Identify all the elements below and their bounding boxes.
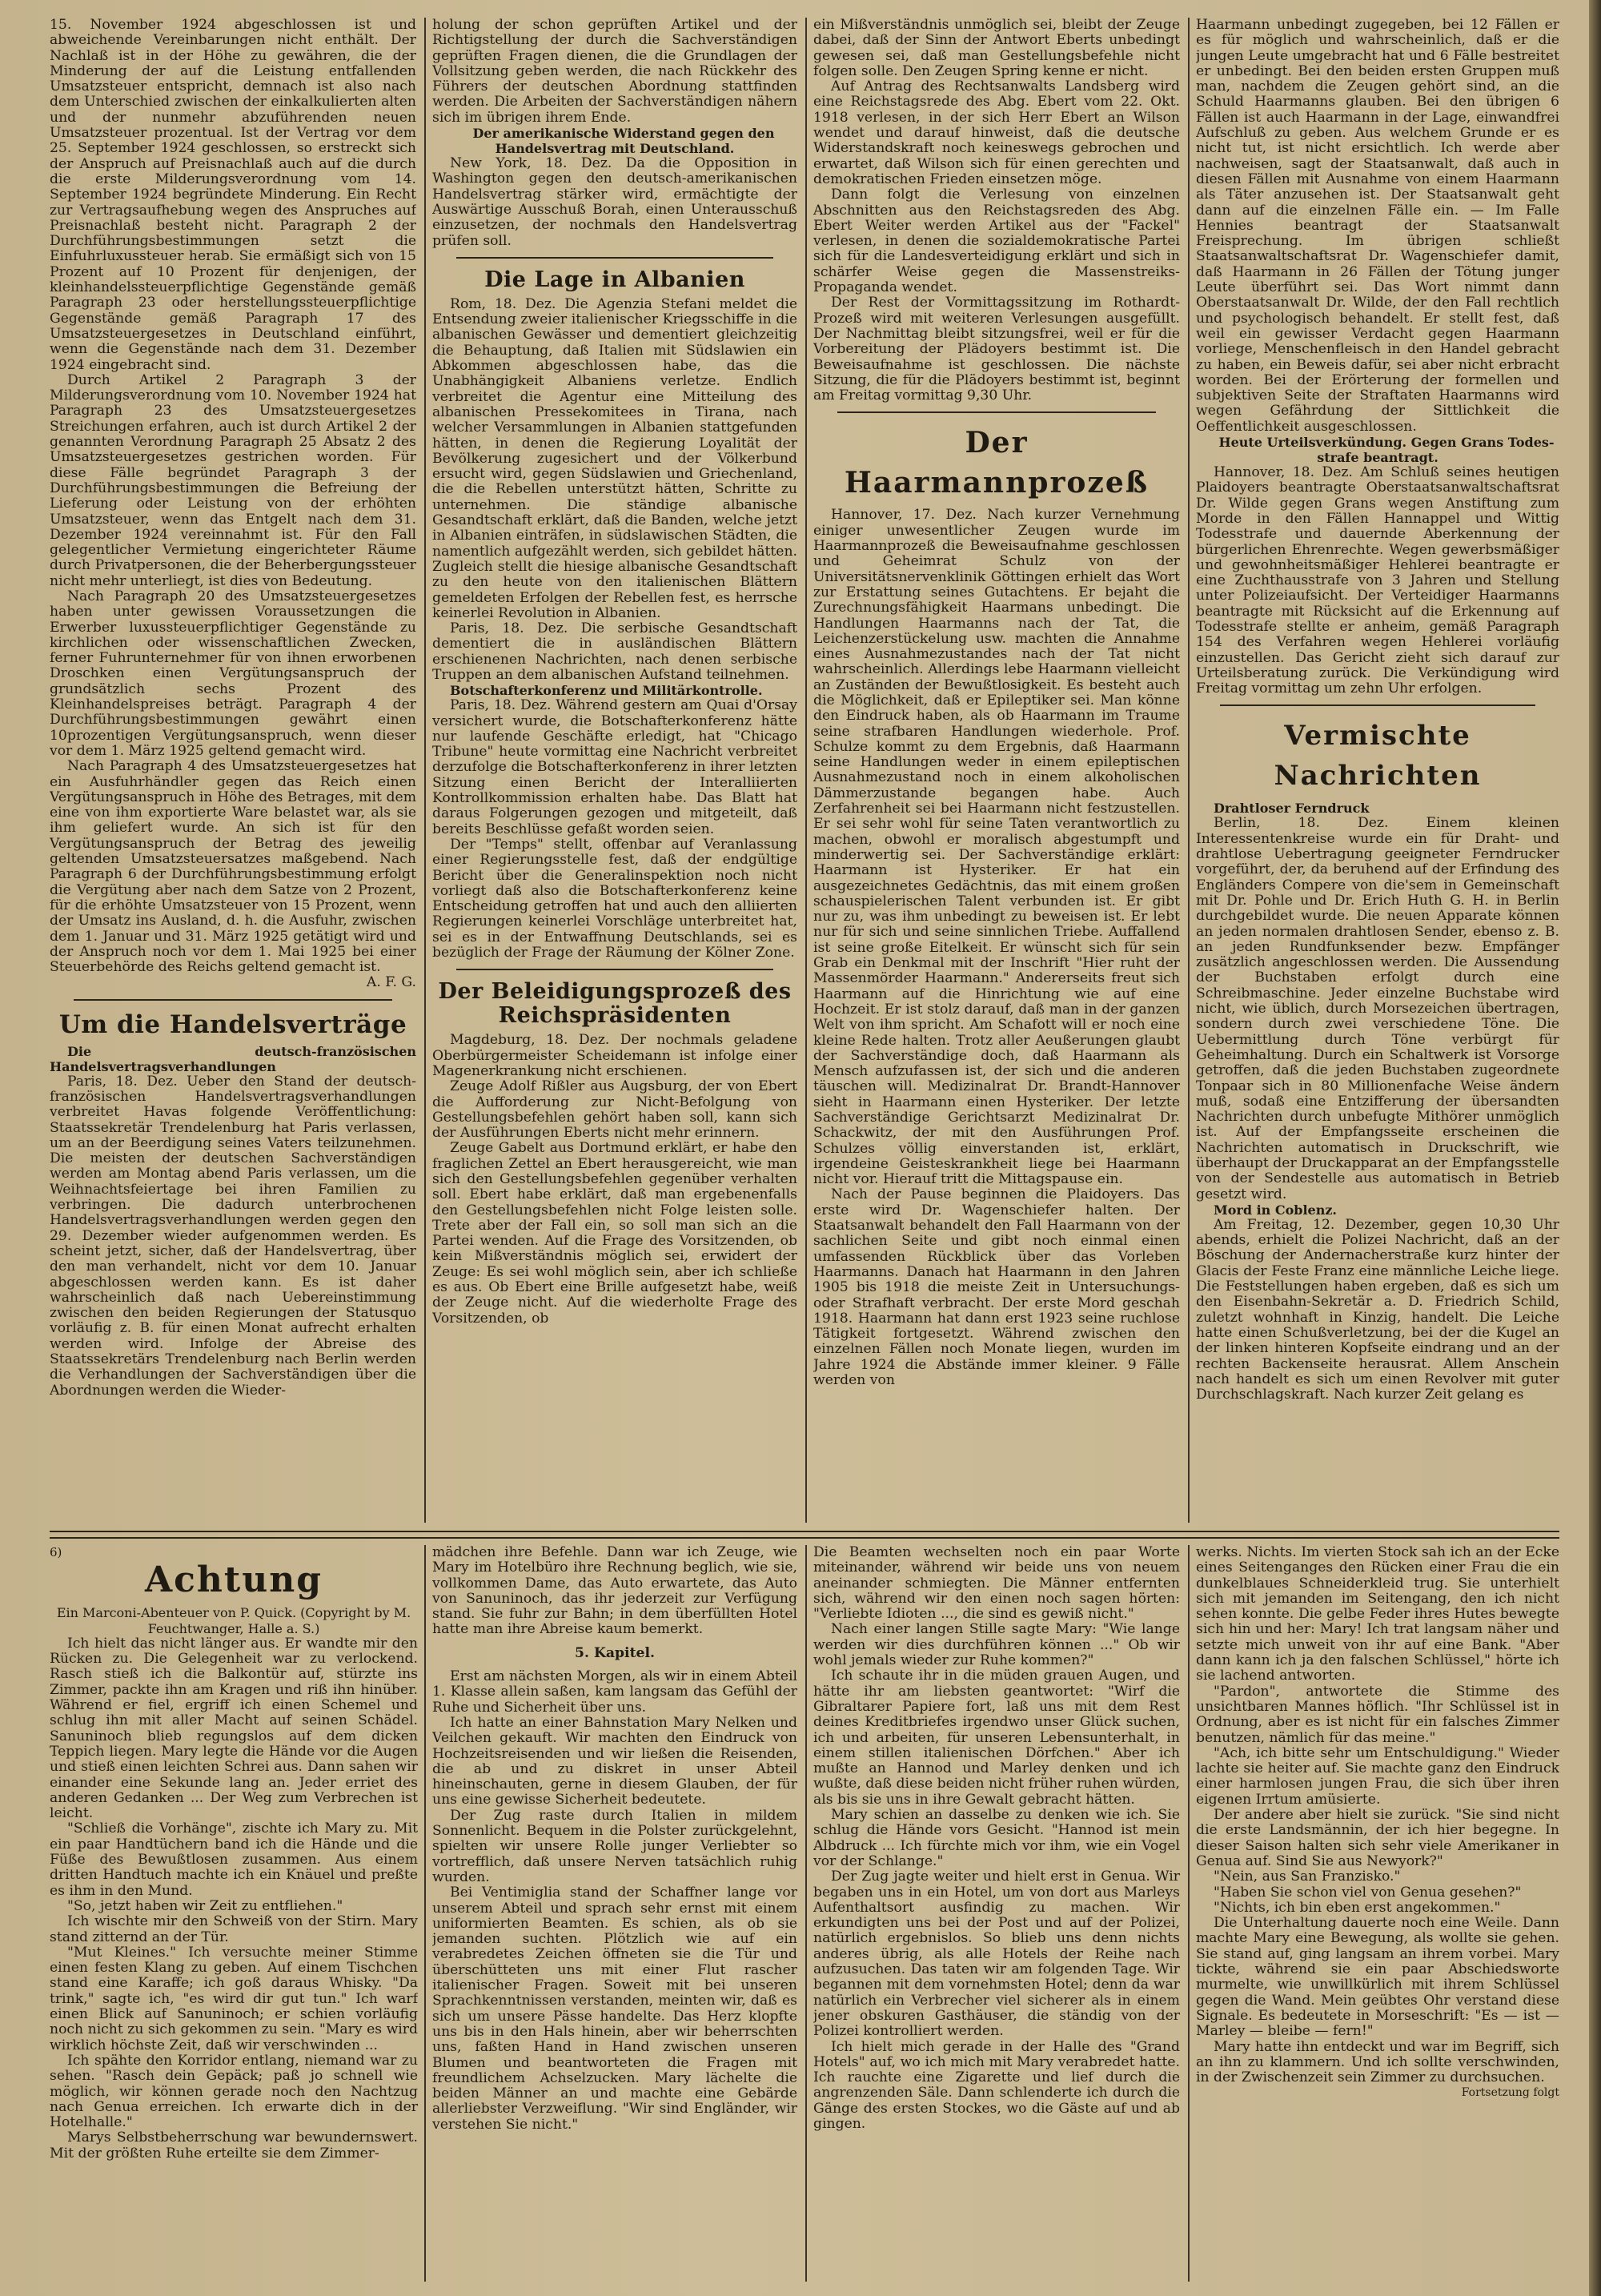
page-edge-shadow bbox=[1589, 0, 1601, 2296]
serial-col4-para3: "Ach, ich bitte sehr um Entschuldigung." Wieder lachte sie heiter auf. Sie machte ganz den Eindruck einer harmlosen jungen Frau, die sich über ihren eigenen Irrtum amüsierte. bbox=[1196, 1744, 1559, 1808]
serial-col4-para6: "Haben Sie schon viel von Genua gesehen?" bbox=[1214, 1884, 1522, 1901]
serial-col1-para3: "So, jetzt haben wir Zeit zu entfliehen." bbox=[67, 1897, 343, 1914]
col3-para1: ein Mißverständnis unmöglich sei, bleibt der Zeuge dabei, daß der Sinn der Antwort Eberts unbedingt gewesen sei, daß man Gestellungsbefehle nicht folgen solle. Den Zeugen Spring kenne er nicht. bbox=[813, 18, 1180, 79]
headline-albanien: Die Lage in Albanien bbox=[484, 267, 745, 292]
col1-signature: A. F. G. bbox=[366, 974, 416, 991]
serial-col1-para7: Marys Selbstbeherrschung war bewundernswert. Mit der größten Ruhe erteilte sie dem Zimmer- bbox=[50, 2129, 418, 2162]
serial-col4-para8: Die Unterhaltung dauerte noch eine Weile. Dann machte Mary eine Bewegung, als wollte sie gehen. Sie stand auf, ging langsam an ihrem vorbei. Mary tickte, während sie ein paar Abschiedsworte murmelte, wie unwillkürlich mit ihrem Schlüssel gegen die Wand. Mein geübtes Ohr verstand diese Signale. Es bedeutete in Morseschrift: "Es — ist — Marley — bleibe — fern!" bbox=[1196, 1915, 1559, 2040]
col2-para7: Magdeburg, 18. Dez. Der nochmals geladene Oberbürgermeister Scheidemann ist infolge einer Magenerkrankung nicht erschienen. bbox=[432, 1032, 797, 1079]
serial-column-2 bbox=[432, 1545, 797, 2282]
serial-col1-para5: "Mut Kleines." Ich versuchte meiner Stimme einen festen Klang zu geben. Auf einem Tischchen stand eine Karaffe; ich goß daraus Whisky. "Da trink," sagte ich, "es wird dir gut tun." Ich warf einen Blick auf Sanuninoch; er schien vorläufig noch nicht zu sich gekommen zu sein. "Mary es wird wirklich höchste Zeit, daß wir verschwinden ... bbox=[50, 1944, 418, 2053]
headline-beleidigungsprozess: Der Beleidigungsprozeß des Reichspräsidenten bbox=[438, 979, 792, 1029]
headline-haarmannprozess: Der Haarmannprozeß bbox=[844, 426, 1150, 500]
col3-para5: Hannover, 17. Dez. Nach kurzer Vernehmung einiger unwesentlicher Zeugen wurde im Haarmannprozeß die Beweisaufnahme geschlossen und Geheimrat Schulz von der Universitätsnervenklinik Göttingen erhielt das Wort zur Erstattung seines Gutachtens. Er bejaht die Zurechnungsfähigkeit Haarmans unbedingt. Die Handlungen Haarmanns nach der Tat, die Leichenzerstückelung usw. machten die Annahme eines Ausnahmezustandes nach der Tat nicht wahrscheinlich. Allerdings lebe Haarmann vielleicht an Zuständen der Bewußtlosigkeit. Es besteht auch die Möglichkeit, daß er Epileptiker sei. Man könne den Eindruck haben, als ob Haarmann im Traume seine strafbaren Handlungen wiederhole. Prof. Schulze kommt zu dem Ergebnis, daß Haarmann seine Handlungen weder in einem epileptischen Ausnahmezustand noch in einem alkoholischen Dämmerzustande begangen habe. Auch Zerfahrenheit sei bei Haarmann nicht festzustellen. Er sei sehr wohl für seine Taten verantwortlich zu machen, obwohl er moralisch abgestumpft und minderwertig sei. Der Sachverständige erklärt: Haarmann ist Hysteriker. Er hat ein ausgezeichnetes Gedächtnis, das mit einem großen schauspielerischen Talent verbunden ist. Er gibt nur zu, was ihm unbedingt zu beweisen ist. Er lebt nur für sich und seine sinnlichen Triebe. Auffallend ist seine große Eitelkeit. Er wünscht sich für sein Grab ein Denkmal mit der Inschrift "Hier ruht der Massenmörder Haarmann." Andererseits freut sich Haarmann auf die Hinrichtung wie auf eine Hochzeit. Er ist stolz darauf, daß man in der ganzen Welt von ihm spricht. Am Schafott will er noch eine kleine Rede halten. Trotz aller Aeußerungen glaubt der Sachverständige doch, daß Haarmann als Mensch aufzufassen ist, der sich und die anderen täuschen will. Medizinalrat Dr. Brandt-Hannover sieht in Haarmann einen Hysteriker. Der letzte Sachverständige Gerichtsarzt Medizinalrat Dr. Schackwitz, der mit den Ausführungen Prof. Schulzes völlig einverstanden ist, erklärt, irgendeine Geisteskrankheit liege bei Haarmann nicht vor. Hierauf tritt die Mittagspause ein. bbox=[813, 507, 1180, 1188]
col1-para5: Paris, 18. Dez. Ueber den Stand der deutsch-französischen Handelsvertragsverhandlungen verbreitet Havas folgende Veröffentlichung: Staatssekretär Trendelenburg hat Paris verlassen, um an der Beerdigung seines Vaters teilzunehmen. Die meisten der deutschen Sachverständigen werden am Montag abend Paris verlassen, um die Weihnachtsfeiertage bei ihren Familien zu verbringen. Die dadurch unterbrochenen Handelsvertragsverhandlungen werden gegen den 29. Dezember wieder aufgenommen werden. Es scheint jetzt, sicher, daß der Handelsvertrag, über den man verhandelt, nicht vor dem 10. Januar abgeschlossen werden kann. Es ist daher wahrscheinlich daß nach Uebereinstimmung zwischen den beiden Regierungen der Statusquo vorläufig z. B. für einen Monat aufrecht erhalten werden wird. Infolge der Abreise des Staatssekretärs Trendelenburg nach Berlin werden die Verhandlungen der Sachverständigen über die Abordnungen werden die Wieder- bbox=[50, 1073, 416, 1399]
top-column-3 bbox=[813, 18, 1180, 1523]
col2-para3: Rom, 18. Dez. Die Agenzia Stefani meldet die Entsendung zweier italienischer Kriegsschiffe in die albanischen Gewässer und dementiert gleichzeitig die Behauptung, daß Italien mit Südslawien ein Abkommen abgeschlossen habe, das die Unabhängigkeit Albaniens verletze. Endlich verbreitet die Agentur eine Mitteilung des albanischen Pressekomitees in Tirana, nach welcher Versammlungen in Albanien stattgefunden hätten, in denen die Regierung Loyalität der Bevölkerung zugesichert und der Völkerbund ersucht wird, gegen Südslawien und Griechenland, die die Rebellen unterstützt hätten, Schritte zu unternehmen. Die ständige albanische Gesandtschaft erklärt, daß die Banden, welche jetzt in Albanien einträfen, in südslawischen Städten, die namentlich aufgezählt werden, sich gebildet hätten. Zugleich stellt die hiesige albanische Gesandtschaft zu den heute von den italienischen Blättern gemeldeten Erfolgen der Rebellen fest, es herrsche keinerlei Revolution in Albanien. bbox=[432, 295, 797, 621]
serial-col4-para9: Mary hatte ihn entdeckt und war im Begriff, sich an ihn zu klammern. Und ich sollte verschwinden, in der Zwischenzeit sein Zimmer zu durchsuchen. bbox=[1196, 2038, 1559, 2086]
col2-para9: Zeuge Gabelt aus Dortmund erklärt, er habe den fraglichen Zettel an Ebert herausgereicht, wie man sich den Gestellungsbefehlen gegenüber verhalten soll. Ebert habe erklärt, daß man ergebenenfalls den Gestellungsbefehlen nicht Folge leisten solle. Trete aber der Fall ein, so soll man sich an die Partei wenden. Auf die Frage des Vorsitzenden, ob kein Mißverständnis möglich sei, erwidert der Zeuge: Es sei wohl möglich sein, aber ich schließe es aus. Ob Ebert eine Brille aufgesetzt habe, weiß der Zeuge nicht. Auf die wiederholte Frage des Vorsitzenden, ob bbox=[432, 1140, 797, 1327]
serial-column-3 bbox=[813, 1545, 1180, 2282]
sub-deutsch-franzoesisch: Die deutsch-französischen Handelsvertragsverhandlungen bbox=[50, 1043, 416, 1074]
headline-handelsvertraege: Um die Handelsverträge bbox=[58, 1010, 407, 1039]
top-column-4 bbox=[1196, 18, 1559, 1523]
sub-urteilsverkuendung: Heute Urteilsverkündung. Gegen Grans Todes-strafe beantragt. bbox=[1218, 435, 1555, 466]
serial-col4-para2: "Pardon", antwortete die Stimme des unsichtbaren Mannes höflich. "Ihr Schlüssel ist in Ordnung, aber es ist nicht für ein falsches Zimmer benutzen, nämlich für das meine." bbox=[1196, 1683, 1559, 1746]
serial-col3-para5: Der Zug jagte weiter und hielt erst in Genua. Wir begaben uns in ein Hotel, um von dort aus Marleys Aufenthaltsort ausfindig zu machen. Wir erkundigten uns bei der Post und auf der Polizei, natürlich ergebnislos. So blieb uns denn nichts anderes übrig, als alle Hotels der Reihe nach aufzusuchen. Das taten wir am folgenden Tage. Wir begannen mit dem vornehmsten Hotel; denn da war natürlich ein Verbrecher viel sicherer als in einem jener obskuren Gasthäuser, die ständig von der Polizei kontrolliert werden. bbox=[813, 1869, 1180, 2040]
serial-divider-3 bbox=[1188, 1545, 1190, 2282]
col1-para2: Durch Artikel 2 Paragraph 3 der Milderungsverordnung vom 10. November 1924 hat Paragraph 23 des Umsatzsteuergesetzes Streichungen erfahren, auch ist durch Artikel 2 der genannten Verordnung Paragraph 25 Absatz 2 des Umsatzsteuergesetzes gestrichen worden. Für diese Fälle begründet Paragraph 3 der Durchführungsbestimmungen die Befreiung der Lieferung oder Leistung von der erhöhten Umsatzsteuer, wenn das Entgelt nach dem 31. Dezember 1924 vereinnahmt ist. Für den Fall gelegentlicher Vermietung eingerichteter Räume durch Privatpersonen, die der Beherbergungssteuer nicht mehr unterliegt, ist dies von Bedeutung. bbox=[50, 371, 416, 589]
serial-col2-para1: mädchen ihre Befehle. Dann war ich Zeuge, wie Mary im Hotelbüro ihre Rechnung beglich, wie sie, vollkommen Dame, das Auto erwartete, das Auto von Sanuninoch, das ihr jederzeit zur Verfügung stand. Sie fuhr zur Bahn; in dem überfüllten Hotel hatte man ihre Abreise kaum bemerkt. bbox=[432, 1545, 797, 1638]
top-column-2 bbox=[432, 18, 797, 1523]
serial-number: 6) bbox=[50, 1545, 62, 1559]
col3-para4: Der Rest der Vormittagssitzung im Rothardt-Prozeß wird mit weiteren Verlesungen ausgefüllt. Der Nachmittag bleibt sitzungsfrei, weil er für die Vorbereitung der Plädoyers bestimmt ist. Die Beweisaufnahme ist geschlossen. Die nächste Sitzung, die für die Plädoyers bestimmt ist, beginnt am Freitag vormittag 9,30 Uhr. bbox=[813, 295, 1180, 404]
col2-para2: New York, 18. Dez. Da die Opposition in Washington gegen den deutsch-amerikanischen Handelsvertrag stärker wird, ermächtigte der Auswärtige Ausschuß Borah, einen Unterausschuß einzusetzen, der nochmals den Handelsvertrag prüfen soll. bbox=[432, 155, 797, 249]
serial-column-4 bbox=[1196, 1545, 1559, 2282]
column-divider-1 bbox=[424, 18, 426, 1523]
sub-mord-coblenz: Mord in Coblenz. bbox=[1214, 1202, 1337, 1218]
serial-col2-para3: Ich hatte an einer Bahnstation Mary Nelken und Veilchen gekauft. Wir machten den Eindruck von Hochzeitsreisenden und wir ließen die Reisenden, die ab und zu diskret in unser Abteil hineinschauten, gerne in diesem Glauben, der für uns eine gewisse Sicherheit bedeutete. bbox=[432, 1714, 797, 1808]
col3-para2: Auf Antrag des Rechtsanwalts Landsberg wird eine Reichstagsrede des Abg. Ebert vom 22. Okt. 1918 verlesen, in der sich Herr Ebert an Wilson wendet und darauf hinweist, daß die deutsche Widerstandskraft noch keineswegs gebrochen und erwartet, daß Wilson sich für einen gerechten und demokratischen Frieden einsetzen möge. bbox=[813, 78, 1180, 187]
col2-para8: Zeuge Adolf Rißler aus Augsburg, der von Ebert die Aufforderung zur Nicht-Befolgung von Gestellungsbefehlen gehört haben soll, kann sich der Ausführungen Eberts nicht mehr erinnern. bbox=[432, 1078, 797, 1142]
col4-para4: Am Freitag, 12. Dezember, gegen 10,30 Uhr abends, erhielt die Polizei Nachricht, daß an der Böschung der Andernacherstraße kurz hinter der Glacis der Feste Franz eine männliche Leiche liege. Die Feststellungen haben ergeben, daß es sich um den Eisenbahn-Sekretär a. D. Friedrich Schild, zuletzt wohnhaft in Kinzig, handelt. Die Leiche hatte einen Schußverletzung, bei der die Kugel an der linken hinteren Kopfseite eindrang und an der rechten Backenseite herausrat. Allem Anschein nach handelt es sich um einen Revolver mit guter Durchschlagskraft. Nach kurzer Zeit gelang es bbox=[1196, 1216, 1559, 1403]
col4-divider bbox=[1220, 704, 1535, 706]
serial-col3-para1: Die Beamten wechselten noch ein paar Worte miteinander, während wir beide uns von neuem aneinander schmiegten. Die Männer entfernten sich, während wir den einen noch sagen hörten: "Verliebte Idioten ..., die sind es gewiß nicht." bbox=[813, 1545, 1180, 1623]
column-divider-2 bbox=[805, 18, 807, 1523]
col4-para1: Haarmann unbedingt zugegeben, bei 12 Fällen er es für möglich und wahrscheinlich, daß er die jungen Leute umgebracht hat und 6 Fälle bestreitet er unbedingt. Bei den beiden ersten Gruppen muß man, nachdem die Zeugen gehört sind, an die Schuld Haarmanns glauben. Bei den übrigen 6 Fällen ist auch Haarmann in der Lage, einwandfrei Aufschluß zu geben. Aus welchem Grunde er es nicht tut, ist nicht ersichtlich. Ich werde aber nachweisen, sagt der Staatsanwalt, daß auch in diesen Fällen mit Ausnahme von einem Haarmann als Täter anzusehen ist. Der Staatsanwalt geht dann auf die einzelnen Fälle ein. — Im Falle Hennies beantragt der Staatsanwalt Freisprechung. Im übrigen schließt Staatsanwaltschaftsrat Dr. Wagenschiefer damit, daß Haarmann in 26 Fällen der Tötung junger Leute überführt sei. Das Wort nimmt dann Oberstaatsanwalt Dr. Wilde, der den Fall rechtlich und psychologisch behandelt. Er stellt fest, daß weil ein gewisser Verdacht gegen Haarmann vorliege, Menschenfleisch in den Handel gebracht zu haben, ein Beweis dafür, sei aber nicht erbracht worden. Bei der Erörterung der formellen und subjektiven Seite der Straftaten Haarmanns wird wegen Gefährdung der Sittlichkeit die Oeffentlichkeit ausgeschlossen. bbox=[1196, 18, 1559, 435]
col2-para1: holung der schon geprüften Artikel und der Richtigstellung der durch die Sachverständigen geprüften Fragen dienen, die die Grundlagen der Vollsitzung geben werden, die nach Rückkehr des Führers der deutschen Abordnung stattfinden werden. Die Arbeiten der Sachverständigen nähern sich im übrigen ihrem Ende. bbox=[432, 18, 797, 126]
headline-vermischte-nachrichten: Vermischte Nachrichten bbox=[1274, 720, 1482, 793]
col1-divider bbox=[74, 999, 392, 1001]
serial-col2-para4: Der Zug raste durch Italien in mildem Sonnenlicht. Bequem in die Polster zurückgelehnt, spielten wir unsere Rolle junger Verliebter so vortrefflich, daß unsere Nerven tatsächlich ruhig wurden. bbox=[432, 1807, 797, 1885]
column-divider-3 bbox=[1188, 18, 1190, 1523]
sub-amerikanischer-widerstand: Der amerikanische Widerstand gegen den Handelsvertrag mit Deutschland. bbox=[472, 126, 775, 157]
serial-column-1 bbox=[50, 1545, 418, 2282]
sub-drahtloser-ferndruck: Drahtloser Ferndruck bbox=[1214, 801, 1370, 817]
col1-para1: 15. November 1924 abgeschlossen ist und abweichende Vereinbarungen nicht enthält. Der Nachlaß ist in der Höhe zu gewähren, die der Minderung der auf die Leistung entfallenden Umsatzsteuer entspricht, demnach ist also nach dem Unterschied zwischen der einkalkulierten alten und der nunmehr abzuführenden neuen Umsatzsteuer prozentual. Ist der Vertrag vor dem 25. September 1924 geschlossen, so erstreckt sich der Anspruch auf Preisnachlaß auch auf die durch die erste Milderungsverordnung vom 14. September 1924 begründete Minderung. Ein Recht zur Vertragsaufhebung wegen des Anspruches auf Preisnachlaß besteht nicht. Paragraph 2 der Durchführungsbestimmungen setzt die Einfuhrluxussteuer herab. Sie ermäßigt sich von 15 Prozent auf 10 Prozent für denjenigen, der kleinhandelssteuerpflichtige Gegenstände gemäß Paragraph 23 oder herstellungssteuerpflichtige Gegenstände gemäß Paragraph 17 des Umsatzsteuergesetzes in Deutschland einführt, wenn die Gegenstände nach dem 31. Dezember 1924 eingebracht sind. bbox=[50, 18, 416, 373]
col4-para2: Hannover, 18. Dez. Am Schluß seines heutigen Plaidoyers beantragte Oberstaatsanwaltschaftsrat Dr. Wilde gegen Grans wegen Anstiftung zum Morde in den Fällen Hannappel und Wittig Todesstrafe und dauernde Aberkennung der bürgerlichen Ehrenrechte. Wegen gewerbsmäßiger und gewohnheitsmäßiger Hehlerei beantragte er eine Zuchthausstrafe von 3 Jahren und Stellung unter Polizeiaufsicht. Der Verteidiger Haarmanns beantragte mit Rücksicht auf die Erkennung auf Todesstrafe stellte er anheim, gemäß Paragraph 154 des Verfahren wegen Hehlerei vorläufig einzustellen. Das Gericht zieht sich darauf zur Urteilsberatung zurück. Die Verkündigung wird Freitag vormittag um zehn Uhr erfolgen. bbox=[1196, 464, 1559, 697]
serial-col2-para2: Erst am nächsten Morgen, als wir in einem Abteil 1. Klasse allein saßen, kam langsam das Gefühl der Ruhe und Sicherheit über uns. bbox=[432, 1668, 797, 1716]
serial-col4-para5: "Nein, aus San Franzisko." bbox=[1214, 1869, 1401, 1885]
headline-achtung: Achtung bbox=[145, 1559, 323, 1601]
col1-para4: Nach Paragraph 4 des Umsatzsteuergesetzes hat ein Ausfuhrhändler gegen das Reich einen Vergütungsanspruch in Höhe des Betrages, mit dem eine von ihm exportierte Ware belastet war, als sie ihm geliefert wurde. An sich ist für den Vergütungsanspruch der Betrag des jeweilig geltenden Umsatzsteuersatzes maßgebend. Nach Paragraph 6 der Durchführungsbestimmung erfolgt die Vergütung aber nach dem Satze von 2 Prozent, für die erhöhte Umsatzsteuer von 15 Prozent, wenn der Umsatz ins Ausland, d. h. die Ausfuhr, zwischen dem 1. Januar und 31. März 1925 getätigt wird und der Anspruch noch vor dem 1. Mai 1925 bei einer Steuerbehörde des Reichs geltend gemacht ist. bbox=[50, 758, 416, 976]
col3-divider bbox=[837, 411, 1156, 413]
serial-divider-1 bbox=[424, 1545, 426, 2282]
serial-byline: Ein Marconi-Abenteuer von P. Quick. (Copyright by M. Feuchtwanger, Halle a. S.) bbox=[56, 1605, 411, 1636]
col4-para3: Berlin, 18. Dez. Einem kleinen Interessentenkreise wurde ein für Draht- und drahtlose Uebertragung geeigneter Ferndrucker vorgeführt, der, da beruhend auf der Erfindung des Engländers Compere von die'sem in Gemeinschaft mit Dr. Pohle und Dr. Erich Huth G. H. in Berlin durchgebildet wurde. Die neuen Apparate können an jeden normalen drahtlosen Sender, ebenso z. B. an jeden Rundfunksender bezw. Empfänger zusätzlich angeschlossen werden. Die Aussendung der Buchstaben erfolgt durch eine Schreibmaschine. Jeder einzelne Buchstabe wird nicht, wie üblich, durch Morsezeichen übertragen, sondern durch zwei verschiedene Töne. Die Uebermittlung durch Töne verbürgt für Geheimhaltung. Durch ein Schaltwerk ist Vorsorge getroffen, daß die jeden Buchstaben zugeordnete Tonpaar sich in 80 Millionenfache Weise ändern muß, sodaß eine Entzifferung der übersandten Nachrichten durch unbefugte Mithörer unmöglich ist. Auf der Empfangsseite erscheinen die Nachrichten automatisch in Druckschrift, wie überhaupt der Druckapparat an der Empfangsstelle von der Sendestelle aus automatisch in Betrieb gesetzt wird. bbox=[1196, 815, 1559, 1202]
serial-col3-para2: Nach einer langen Stille sagte Mary: "Wie lange werden wir dies durchführen können ..." Ob wir wohl jemals wieder zur Ruhe kommen?" bbox=[813, 1621, 1180, 1669]
serial-col1-para2: "Schließ die Vorhänge", zischte ich Mary zu. Mit ein paar Handtüchern band ich die Hände und die Füße des Bewußtlosen zusammen. Aus einem dritten Handtuch machte ich ein Knäuel und preßte es ihm in den Mund. bbox=[50, 1820, 418, 1899]
serial-col1-para6: Ich spähte den Korridor entlang, niemand war zu sehen. "Rasch dein Gepäck; paß jo schnell wie möglich, wir können gerade noch den Nachtzug nach Genua erreichen. Ich erwarte dich in der Hotelhalle." bbox=[50, 2052, 418, 2131]
col3-para6: Nach der Pause beginnen die Plaidoyers. Das erste wird Dr. Wagenschiefer halten. Der Staatsanwalt behandelt den Fall Haarmann von der sachlichen Seite und gibt noch einmal einen umfassenden Rückblick über das Vorleben Haarmanns. Danach hat Haarmann in den Jahren 1905 bis 1918 die meiste Zeit in Untersuchungs- oder Strafhaft verbracht. Der erste Mord geschah 1918. Haarmann hat dann erst 1923 seine ruchlose Tätigkeit fortgesetzt. Während zwischen den einzelnen Fällen noch Monate liegen, wurden im Jahre 1924 die Abstände immer kleiner. 9 Fälle werden von bbox=[813, 1186, 1180, 1389]
serial-col3-para6: Ich hielt mich gerade in der Halle des "Grand Hotels" auf, wo ich mich mit Mary verabredet hatte. Ich rauchte eine Zigarette und lief durch die angrenzenden Säle. Dann schlenderte ich durch die Gänge des ersten Stockes, wo die Gäste auf und ab gingen. bbox=[813, 2038, 1180, 2132]
serial-divider-2 bbox=[805, 1545, 807, 2282]
section-divider bbox=[50, 1531, 1559, 1539]
col2-para6: Der "Temps" stellt, offenbar auf Veranlassung einer Regierungsstelle fest, daß der endgültige Bericht über die Generalinspektion noch nicht vorliegt daß also die Botschafterkonferenz keine Entscheidung getroffen hat und auch den alliierten Regierungen keinerlei Vorschläge unterbreitet hat, sei es in der Entwaffnung Deutschlands, sei es bezüglich der Frage der Räumung der Kölner Zone. bbox=[432, 836, 797, 961]
sub-botschafterkonferenz: Botschafterkonferenz und Militärkontrolle. bbox=[450, 683, 763, 699]
col3-para3: Dann folgt die Verlesung von einzelnen Abschnitten aus den Reichstagsreden des Abg. Ebert Weiter werden Artikel aus der "Fackel" verlesen, in denen die sozialdemokratische Partei sich für die Landesverteidigung erklärt und sich in schärfer Weise gegen die Massenstreiks-Propaganda wendet. bbox=[813, 187, 1180, 296]
serial-col1-para1: Ich hielt das nicht länger aus. Er wandte mir den Rücken zu. Die Gelegenheit war zu verlockend. Rasch stieß ich die Balkontür auf, stürzte ins Zimmer, packte ihn am Kragen und riß ihn hinüber. Während er fiel, ergriff ich einen Schemel und schlug ihn mit aller Macht auf seinen Schädel. Sanuninoch blieb regungslos auf dem dicken Teppich liegen. Mary legte die Hände vor die Augen und stieß einen leichten Schrei aus. Dann sahen wir einander eine Sekunde lang an. Jeder erriet des anderen Gedanken ... Der Weg zum Verbrechen ist leicht. bbox=[50, 1635, 418, 1822]
col2-divider-2 bbox=[456, 969, 773, 970]
col1-para3: Nach Paragraph 20 des Umsatzsteuergesetzes haben unter gewissen Voraussetzungen die Erwerber luxussteuerpflichtiger Gegenstände zu kirchlichen oder wissenschaftlichen Zwecken, ferner Fuhrunternehmer für von ihnen erworbenen Droschken einen Vergütungsanspruch der grundsätzlich sechs Prozent des Kleinhandelspreises beträgt. Paragraph 4 der Durchführungsbestimmungen gewährt einen 10prozentigen Vergütungsanspruch, wenn dieser vor dem 1. März 1925 geltend gemacht wird. bbox=[50, 588, 416, 759]
serial-col1-para4: Ich wischte mir den Schweiß von der Stirn. Mary stand zitternd an der Tür. bbox=[50, 1913, 418, 1945]
serial-col4-para4: Der andere aber hielt sie zurück. "Sie sind nicht die erste Landsmännin, der ich hier begegne. In dieser Saison halten sich sehr viele Amerikaner in Genua auf. Sind Sie aus Newyork?" bbox=[1196, 1807, 1559, 1869]
col2-divider-1 bbox=[456, 257, 773, 259]
serial-chapter: 5. Kapitel. bbox=[575, 1644, 655, 1661]
serial-col3-para4: Mary schien an dasselbe zu denken wie ich. Sie schlug die Hände vors Gesicht. "Hannod ist mein Albdruck ... Ich fürchte mich vor ihm, wie ein Vogel vor der Schlange." bbox=[813, 1807, 1180, 1869]
col2-para4: Paris, 18. Dez. Die serbische Gesandtschaft dementiert die in ausländischen Blättern erschienenen Nachrichten, nach denen serbische Truppen an dem albanischen Aufstand teilnehmen. bbox=[432, 620, 797, 683]
serial-col3-para3: Ich schaute ihr in die müden grauen Augen, und hätte ihr am liebsten geantwortet: "Wirf die Gibraltarer Papiere fort, laß uns mit dem Rest deines Kreditbriefes irgendwo unser Glück suchen, ich und arbeiten, für unseren Lebensunterhalt, in einem stillen italienischen Dörfchen." Aber ich mußte an Hannod und Marley denken und ich wußte, daß diese beiden nicht früher ruhen würden, als bis sie uns in ihre Gewalt gebracht hätten. bbox=[813, 1668, 1180, 1808]
serial-footer: Fortsetzung folgt bbox=[1461, 2086, 1559, 2100]
col2-para5: Paris, 18. Dez. Während gestern am Quai d'Orsay versichert wurde, die Botschafterkonferenz hätte nur laufende Geschäfte erledigt, hat "Chicago Tribune" heute vormittag eine Nachricht verbreitet derzufolge die Botschafterkonferenz in ihrer letzten Sitzung einen Bericht der Interalliierten Kontrollkommission erhalten habe. Das Blatt hat daraus Folgerungen gezogen und mitgeteilt, daß bereits Beschlüsse gefaßt worden seien. bbox=[432, 697, 797, 837]
serial-col2-para5: Bei Ventimiglia stand der Schaffner lange vor unserem Abteil und sprach sehr ernst mit einem uniformierten Beamten. Es schien, als ob sie jemanden suchten. Plötzlich wie auf ein verabredetes Zeichen öffneten sie die Tür und überschütteten uns mit einer Flut rascher italienischer Fragen. Soweit mit bei unseren Sprachkenntnissen verstanden, meinten wir, daß es sich um unsere Pässe handelte. Das Herz klopfte uns bis in den Hals hinein, aber wir beherrschten uns, faßten Hand in Hand zwischen unseren Blumen und beantworteten die Fragen mit freundlichem Achselzucken. Mary lächelte die beiden Männer an und machte eine Gebärde allerliebster Verzweiflung. "Wir sind Engländer, wir verstehen Sie nicht." bbox=[432, 1885, 797, 2133]
serial-col4-para1: werks. Nichts. Im vierten Stock sah ich an der Ecke eines Seitenganges den Rücken einer Frau die ein dunkelblaues Schneiderkleid trug. Sie unterhielt sich mit jemanden im Seitengang, den ich nicht sehen konnte. Die gelbe Feder ihres Hutes bewegte sich hin und her: Mary! Ich trat langsam näher und setzte mich unweit von ihr auf eine Bank. "Aber dann kann ich ja den falschen Schlüssel," hörte ich sie lachend antworten. bbox=[1196, 1545, 1559, 1684]
top-column-1 bbox=[50, 18, 416, 1523]
serial-col4-para7: "Nichts, ich bin eben erst angekommen." bbox=[1214, 1899, 1501, 1916]
